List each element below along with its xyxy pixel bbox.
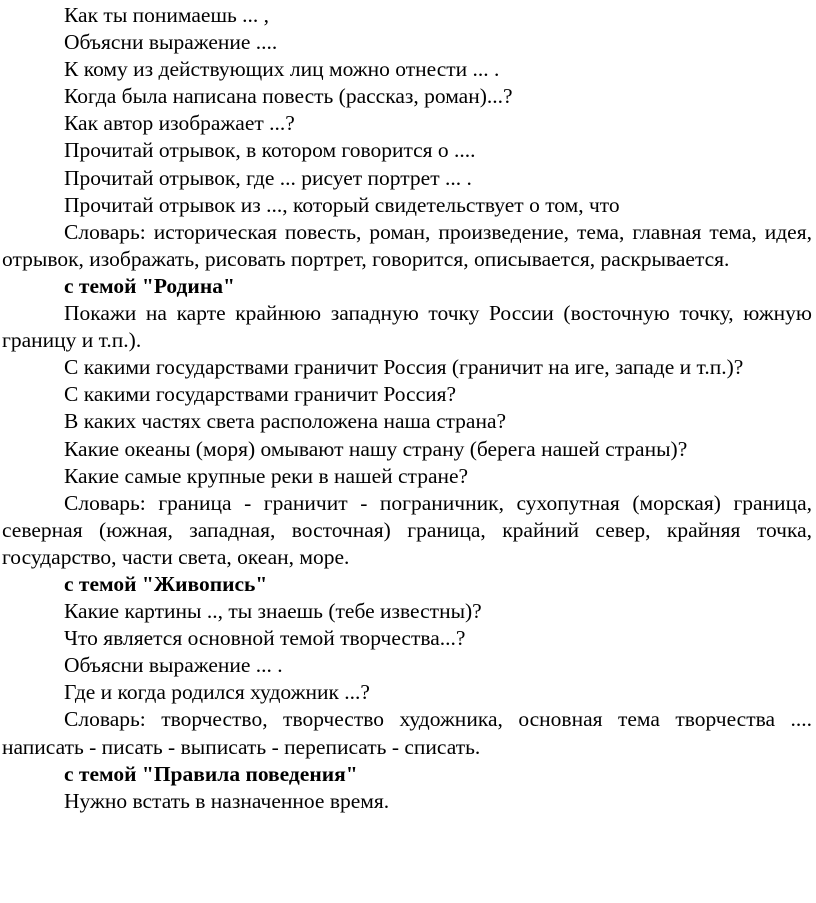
paragraph: Какие картины .., ты знаешь (тебе известны)? bbox=[64, 599, 482, 624]
paragraph: Прочитай отрывок, где ... рисует портрет ... . bbox=[64, 165, 472, 190]
paragraph: Как ты понимаешь ... , bbox=[64, 3, 270, 27]
paragraph: В каких частях света расположена наша страна? bbox=[64, 409, 507, 434]
paragraph: Где и когда родился художник ...? bbox=[64, 680, 370, 705]
paragraph: С какими государствами граничит Россия (граничит на иге, западе и т.п.)? bbox=[64, 355, 744, 380]
paragraph: Словарь: творчество, творчество художника, основная тема творчества .... написать - писать - выписать - переписать - списать. bbox=[2, 707, 812, 759]
paragraph: Объясни выражение ... . bbox=[64, 653, 283, 678]
paragraph: Какие самые крупные реки в нашей стране? bbox=[64, 463, 469, 488]
paragraph: Словарь: историческая повесть, роман, произведение, тема, главная тема, идея, отрывок, изображать, рисовать портрет, говорится, описывается, раскрывается. bbox=[2, 219, 812, 271]
paragraph: Объясни выражение .... bbox=[64, 30, 278, 55]
paragraph: С какими государствами граничит Россия? bbox=[64, 382, 457, 407]
paragraph: Прочитай отрывок, в котором говорится о .... bbox=[64, 138, 476, 163]
section-heading: с темой "Родина" bbox=[64, 273, 235, 298]
paragraph: Когда была написана повесть (рассказ, роман)...? bbox=[64, 84, 513, 109]
paragraph: Что является основной темой творчества...? bbox=[64, 626, 466, 651]
section-heading: с темой "Живопись" bbox=[64, 571, 268, 596]
paragraph: Покажи на карте крайнюю западную точку России (восточную точку, южную границу и т.п.). bbox=[2, 301, 812, 353]
paragraph: Как автор изображает ...? bbox=[64, 111, 295, 136]
paragraph: Словарь: граница - граничит - пограничник, сухопутная (морская) граница, северная (южная, западная, восточная) граница, крайний север, крайняя точка, государство, части света, океан, море. bbox=[2, 490, 812, 569]
paragraph: Какие океаны (моря) омывают нашу страну (берега нашей страны)? bbox=[64, 436, 688, 461]
paragraph: К кому из действующих лиц можно отнести ... . bbox=[64, 57, 500, 82]
section-heading: с темой "Правила поведения" bbox=[64, 761, 358, 786]
paragraph: Прочитай отрывок из ..., который свидетельствует о том, что bbox=[64, 192, 620, 217]
paragraph: Нужно встать в назначенное время. bbox=[64, 788, 390, 813]
